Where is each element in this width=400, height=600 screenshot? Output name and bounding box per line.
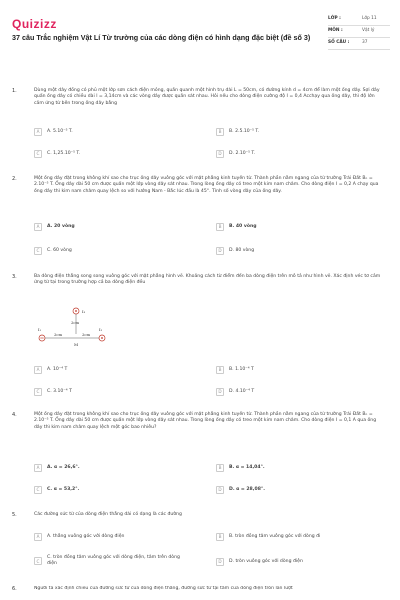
option-letter: A xyxy=(34,533,42,541)
question-2 xyxy=(12,176,388,266)
option-c[interactable] xyxy=(34,386,204,397)
option-text: A. α = 26,6°. xyxy=(47,464,80,470)
meta-panel xyxy=(328,14,390,50)
option-c[interactable] xyxy=(34,245,204,256)
question-text: Người ta xác định chiều của đường sức từ của dòng điện thẳng, đường sức từ tại tâm của dòng điện tròn lần lượt xyxy=(34,586,293,591)
question-text: Một ống dây đặt trong không khí sao cho trục ống dây vuông góc với mặt phẳng kinh tuyến từ. Thành phần nằm ngang của từ trường Trái Đất Bₒ = 2.10⁻⁵ T. Ống dây dài 50 cm được quấn một lớp vòng dây sát nhau. Trong lòng ống dây có treo một kim nam châm. Cho dòng điện I = 0,2 A chạy qua ống dây thì kim nam châm quay lệch so với hướng Nam - Bắc lúc đầu là 45°. Tính số vòng dây của ống dây. xyxy=(34,176,379,194)
question-text: Các đường sức từ của dòng điện thẳng dài có dạng là các đường xyxy=(34,512,182,517)
option-b[interactable] xyxy=(216,531,386,542)
question-number: 5. xyxy=(12,512,17,518)
option-text: C. tròn đồng tâm vuông góc với dòng điện, tâm trên dòng điện xyxy=(47,555,180,566)
option-letter: A xyxy=(34,366,42,374)
question-number: 1. xyxy=(12,88,17,94)
question-1 xyxy=(12,88,388,168)
meta-value: Vật lý xyxy=(362,28,375,33)
option-d[interactable] xyxy=(216,484,386,495)
meta-label: MÔN : xyxy=(328,28,343,33)
meta-label: SỐ CÂU : xyxy=(328,40,350,45)
option-letter: D xyxy=(216,247,224,255)
option-letter: D xyxy=(216,150,224,158)
current-3-dot xyxy=(75,310,77,312)
label-d-top: 2cm xyxy=(71,320,80,325)
option-d[interactable] xyxy=(216,556,386,567)
question-text: Ba dòng điện thẳng song song vuông góc với mặt phẳng hình vẽ. Khoảng cách từ điểm đến ba dòng điện trên mô tả như hình vẽ. Xác định véc tơ cảm ứng từ tại trong trường hợp cả ba dòng điện đều xyxy=(34,274,381,286)
question-5 xyxy=(12,512,388,578)
header xyxy=(0,0,400,78)
option-a[interactable] xyxy=(34,462,204,473)
option-letter: B xyxy=(216,128,224,136)
question-number: 3. xyxy=(12,274,17,280)
label-d-right: 2cm xyxy=(82,332,91,337)
quizizz-logo: Quizizz xyxy=(12,17,57,31)
option-letter: C xyxy=(34,388,42,396)
option-letter: C xyxy=(34,486,42,494)
option-text: B. 40 vòng xyxy=(229,223,257,229)
question-6 xyxy=(12,586,388,598)
option-letter: D xyxy=(216,388,224,396)
option-c[interactable] xyxy=(34,148,204,159)
label-d-left: 2cm xyxy=(54,332,63,337)
option-b[interactable] xyxy=(216,221,386,232)
option-text: A. 10⁻⁴ T xyxy=(47,366,68,372)
option-text: C. α = 53,2°. xyxy=(47,486,80,492)
option-letter: B xyxy=(216,464,224,472)
meta-row-count xyxy=(328,38,390,50)
meta-row-class xyxy=(328,14,390,26)
option-text: B. tròn đồng tâm vuông góc với dòng đi xyxy=(229,533,321,539)
option-a[interactable] xyxy=(34,531,204,542)
option-text: D. tròn vuông góc với dòng điện xyxy=(229,558,303,564)
current-2-dot xyxy=(101,337,103,339)
option-text: C. 3.10⁻⁴ T xyxy=(47,388,72,394)
meta-row-subject xyxy=(328,26,390,38)
question-number: 4. xyxy=(12,412,17,418)
label-i1: I₁ xyxy=(38,327,42,332)
option-text: C. 60 vòng xyxy=(47,247,72,253)
question-text: Một ống dây đặt trong không khí sao cho trục ống dây vuông góc với mặt phẳng kinh tuyến từ. Thành phần nằm ngang của từ trường Trái Đất Bₒ = 2.10⁻⁵ T. Ống dây dài 50 cm được quấn một lớp vòng dây sát nhau. Trong lòng ống dây có treo một kim nam châm. Cho dòng điện I = 0,1 A qua ống dây thì kim nam châm quay lệch một góc bao nhiêu? xyxy=(34,412,377,430)
meta-label: LỚP : xyxy=(328,16,341,21)
option-letter: B xyxy=(216,366,224,374)
option-a[interactable] xyxy=(34,364,204,375)
option-b[interactable] xyxy=(216,126,386,137)
option-text: B. 1.10⁻⁴ T xyxy=(229,366,254,372)
option-text: D. α = 28,08°. xyxy=(229,486,265,492)
option-b[interactable] xyxy=(216,364,386,375)
option-c[interactable] xyxy=(34,554,184,568)
option-letter: D xyxy=(216,486,224,494)
page-title: 37 câu Trắc nghiệm Vật Lí Từ trường của các dòng điện có hình dạng đặc biệt (đề số 3) xyxy=(12,33,311,42)
question-number: 2. xyxy=(12,176,17,182)
option-letter: D xyxy=(216,558,224,566)
meta-value: 37 xyxy=(362,40,368,45)
option-letter: B xyxy=(216,223,224,231)
label-m: M xyxy=(74,342,79,347)
label-i3: I₃ xyxy=(82,309,86,314)
label-i2: I₂ xyxy=(99,327,103,332)
option-letter: C xyxy=(34,557,42,565)
option-a[interactable] xyxy=(34,221,204,232)
option-text: D. 2.10⁻⁵ T. xyxy=(229,150,256,156)
option-d[interactable] xyxy=(216,386,386,397)
option-text: B. α = 14,04°. xyxy=(229,464,265,470)
meta-value: Lớp 11 xyxy=(362,16,377,21)
option-letter: A xyxy=(34,464,42,472)
option-letter: C xyxy=(34,150,42,158)
option-letter: A xyxy=(34,223,42,231)
option-d[interactable] xyxy=(216,245,386,256)
option-text: D. 80 vòng xyxy=(229,247,255,253)
option-c[interactable] xyxy=(34,484,204,495)
question-4 xyxy=(12,412,388,502)
option-text: C. 1,25.10⁻⁵ T. xyxy=(47,150,81,156)
question-text: Dùng một dây đồng có phủ một lớp sơn cách điện mỏng, quấn quanh một hình trụ dài L = 50cm, có đường kính d = 4cm để làm một ống dây. Sợi dây quấn ống dây có chiều dài l = 3,14cm và các vòng dây được quấn sát nhau. Hỏi nếu cho dòng điện cường độ I = 0,4 Acchạy qua ống dây, thì độ lớn cảm ứng từ bên trong ống dây bằng xyxy=(34,88,380,106)
option-letter: A xyxy=(34,128,42,136)
option-b[interactable] xyxy=(216,462,386,473)
option-d[interactable] xyxy=(216,148,386,159)
option-text: A. 20 vòng xyxy=(47,223,75,229)
option-letter: B xyxy=(216,533,224,541)
option-text: A. 5.10⁻⁵ T. xyxy=(47,128,73,134)
option-a[interactable] xyxy=(34,126,204,137)
option-text: A. thẳng vuông góc với dòng điện xyxy=(47,533,125,539)
option-letter: C xyxy=(34,247,42,255)
question-number: 6. xyxy=(12,586,17,592)
option-text: D. 4.10⁻⁴ T xyxy=(229,388,255,394)
three-currents-diagram xyxy=(30,306,120,352)
option-text: B. 2.5.10⁻⁵ T. xyxy=(229,128,260,134)
